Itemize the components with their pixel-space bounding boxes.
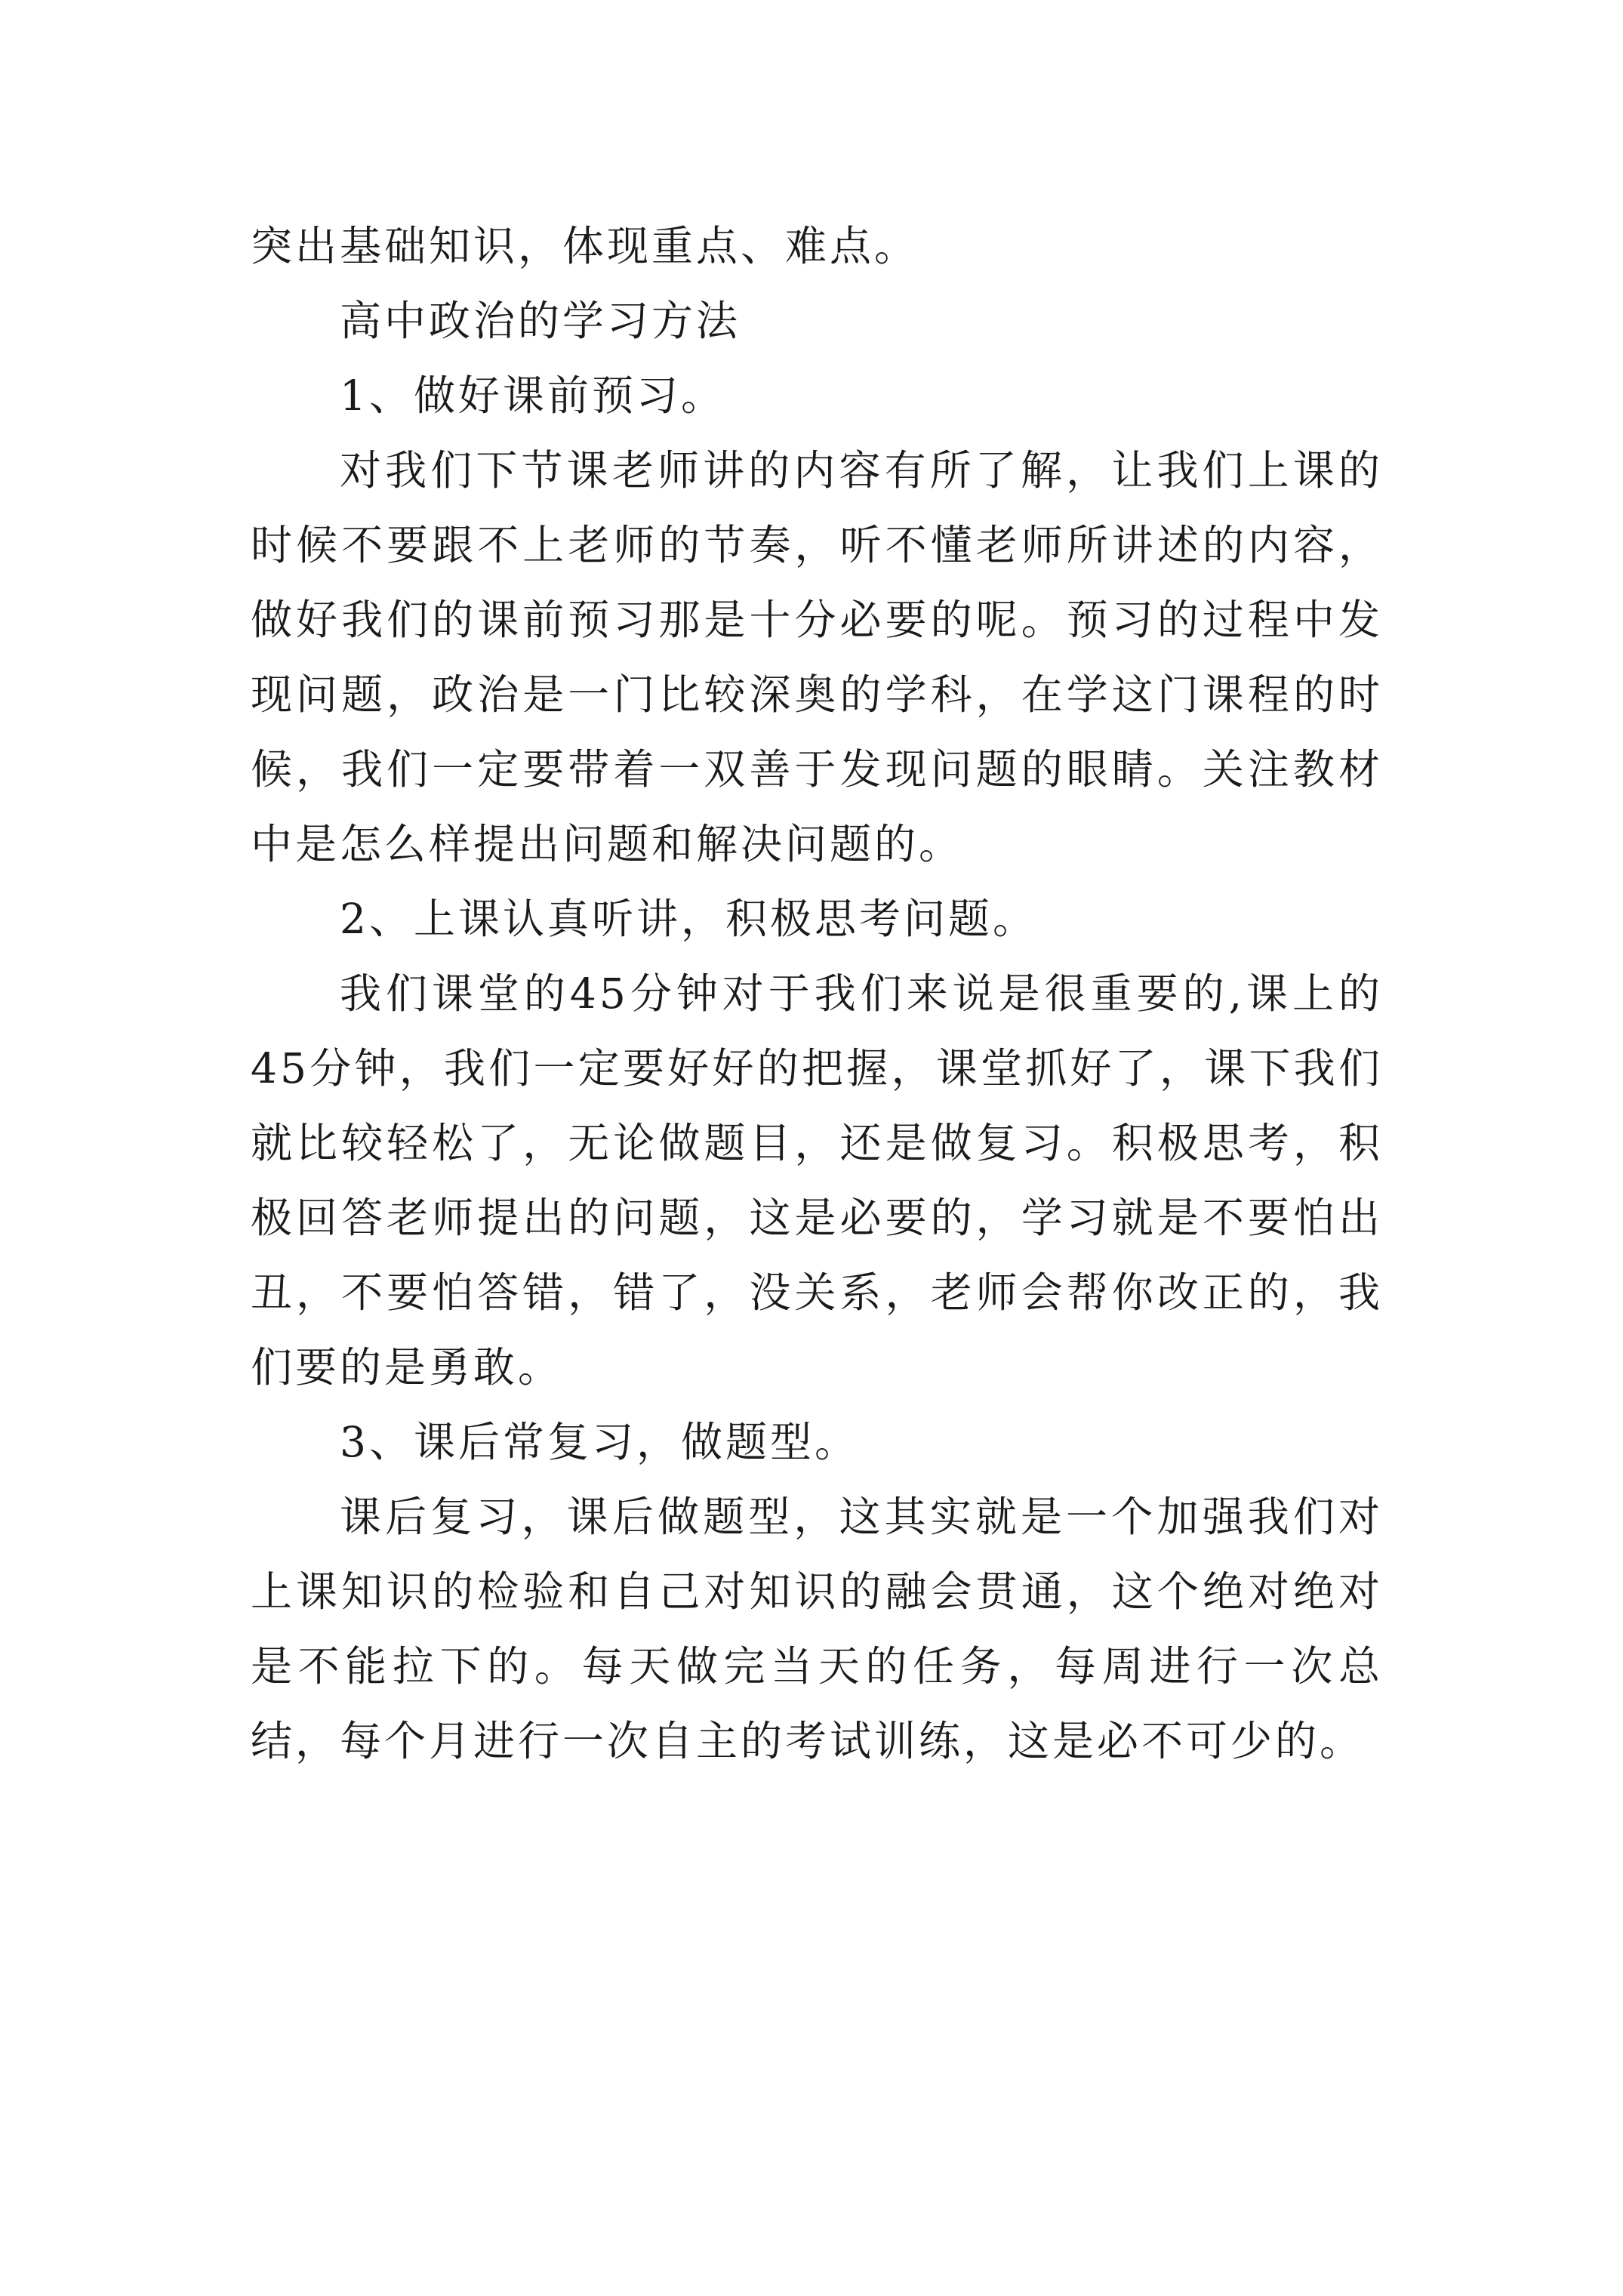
section-heading-study-methods: 高中政治的学习方法	[340, 297, 741, 345]
paragraph-preview: 对我们下节课老师讲的内容有所了解，让我们上课的时候不要跟不上老师的节奏，听不懂老师所讲述的内容，做好我们的课前预习那是十分必要的呢。预习的过程中发现问题，政治是一门比较深奥的学科，在学这门课程的时候，我们一定要带着一双善于发现问题的眼睛。关注教材中是怎么样提出问题和解决问题的。	[251, 446, 1383, 868]
paragraph-review: 课后复习，课后做题型，这其实就是一个加强我们对上课知识的检验和自己对知识的融会贯通，这个绝对绝对是不能拉下的。每天做完当天的任务，每周进行一次总结，每个月进行一次自主的考试训练，这是必不可少的。	[251, 1493, 1383, 1765]
paragraph-continuation: 突出基础知识，体现重点、难点。	[251, 222, 919, 270]
document-body	[251, 209, 1383, 1779]
subheading-listen: 2、上课认真听讲，积极思考问题。	[340, 895, 1037, 943]
paragraph-listen: 我们课堂的45分钟对于我们来说是很重要的,课上的45分钟，我们一定要好好的把握，课堂抓好了，课下我们就比较轻松了，无论做题目，还是做复习。积极思考，积极回答老师提出的问题，这是必要的，学习就是不要怕出丑，不要怕答错，错了，没关系，老师会帮你改正的，我们要的是勇敢。	[251, 969, 1383, 1391]
subheading-preview: 1、做好课前预习。	[340, 371, 725, 420]
subheading-review: 3、课后常复习，做题型。	[340, 1418, 859, 1466]
